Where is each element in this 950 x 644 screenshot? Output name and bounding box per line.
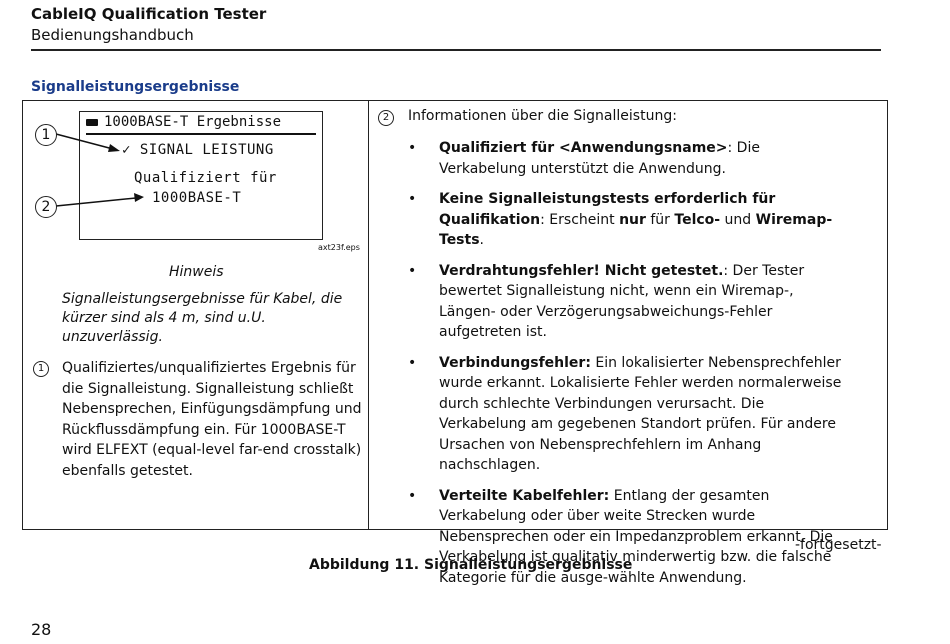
page-number: 28 <box>31 620 52 639</box>
list-item <box>408 353 848 476</box>
bullet-2-telco: Telco- <box>674 211 721 228</box>
item-1-description: Qualifiziertes/unqualifiziertes Ergebnis für die Signalleistung. Signalleistung schließt Nebensprechen, Einfügungsdämpfung und Rückflussdämpfung ein. Für 1000BASE-T wird ELFEXT (equal-level far-end crosstalk) ebenfalls getestet. <box>62 360 362 479</box>
lcd-signal-line: ✓ SIGNAL LEISTUNG <box>122 142 274 158</box>
lcd-heading-rule <box>86 133 316 135</box>
note-heading: Hinweis <box>169 264 224 280</box>
header-divider <box>31 49 881 51</box>
document-title: CableIQ Qualification Tester <box>31 5 267 23</box>
bullet-dot: • <box>408 191 417 207</box>
bullet-5-term: Verteilte Kabelfehler: <box>439 487 610 504</box>
bullet-2-wiremap: Wiremap-Tests <box>439 211 833 248</box>
lcd-application-line: 1000BASE-T <box>152 190 242 206</box>
callout-2-marker: 2 <box>35 196 57 218</box>
list-item <box>408 261 848 343</box>
frame-right-border <box>887 100 888 530</box>
bullet-1-term: Qualifiziert für <Anwendungsname> <box>439 140 728 156</box>
section-title: Signalleistungsergebnisse <box>31 79 240 95</box>
bullet-2-only: nur <box>619 211 646 228</box>
bullet-dot: • <box>408 487 417 504</box>
bullet-2-text-a: : Erscheint <box>540 211 620 228</box>
bullet-2-text-b: für <box>645 211 675 228</box>
bullet-4-term: Verbindungsfehler: <box>439 354 591 371</box>
bullet-1-text: : Die Verkabelung unterstützt die Anwendung. <box>439 140 760 177</box>
bullet-2-text-d: . <box>479 232 484 248</box>
item-2-marker: 2 <box>378 110 394 126</box>
frame-column-divider <box>368 100 369 530</box>
bullet-3-term: Verdrahtungsfehler! Nicht getestet. <box>439 262 724 279</box>
bullet-5-text: Entlang der gesamten Verkabelung oder über weite Strecken wurde Nebensprechen oder ein Impedanzproblem erkannt. Die Verkabelung ist qualitativ minderwertig bzw. die falsche Kategorie für die ausge-wählte Anwendung. <box>439 487 833 586</box>
bullet-4-text: Ein lokalisierter Nebensprechfehler wurde erkannt. Lokalisierte Fehler werden normalerweise durch schlechte Verbindungen verursacht. Die Verkabelung am gegebenen Standort prüfen. Für andere Ursachen von Nebensprechfehlern im Anhang nachschlagen. <box>439 354 842 473</box>
bullet-2-text-c: und <box>720 211 756 228</box>
item-2-heading: Informationen über die Signalleistung: <box>408 108 677 124</box>
lcd-heading-text: 1000BASE-T Ergebnisse <box>104 114 282 130</box>
frame-top-border <box>22 100 888 101</box>
list-item <box>408 189 848 251</box>
item-1-marker: 1 <box>33 361 49 377</box>
frame-left-border <box>22 100 23 530</box>
list-item <box>408 138 848 179</box>
bullet-dot: • <box>408 262 417 279</box>
callout-1-marker: 1 <box>35 124 57 146</box>
note-text: Signalleistungsergebnisse für Kabel, die kürzer sind als 4 m, sind u.U. unzuverlässig. <box>62 291 343 345</box>
document-subtitle: Bedienungshandbuch <box>31 26 194 44</box>
lcd-heading <box>86 114 281 130</box>
bullet-2-term: Keine Signalleistungstests erforderlich für Qualifikation <box>439 191 776 228</box>
figure-file-id: axt23f.eps <box>318 243 360 252</box>
bullet-dot: • <box>408 354 417 371</box>
figure-caption: Abbildung 11. Signalleistungsergebnisse <box>309 557 633 573</box>
bullet-dot: • <box>408 140 417 156</box>
tester-lcd-screen <box>79 111 323 240</box>
bullet-3-text: : Der Tester bewertet Signalleistung nicht, wenn ein Wiremap-, Längen- oder Verzögerungsabweichungs-Fehler aufgetreten ist. <box>439 262 805 340</box>
continued-label: -fortgesetzt- <box>795 537 882 553</box>
battery-icon <box>86 119 98 126</box>
lcd-qualified-line: Qualifiziert für <box>134 170 277 186</box>
signal-info-list <box>408 138 848 598</box>
